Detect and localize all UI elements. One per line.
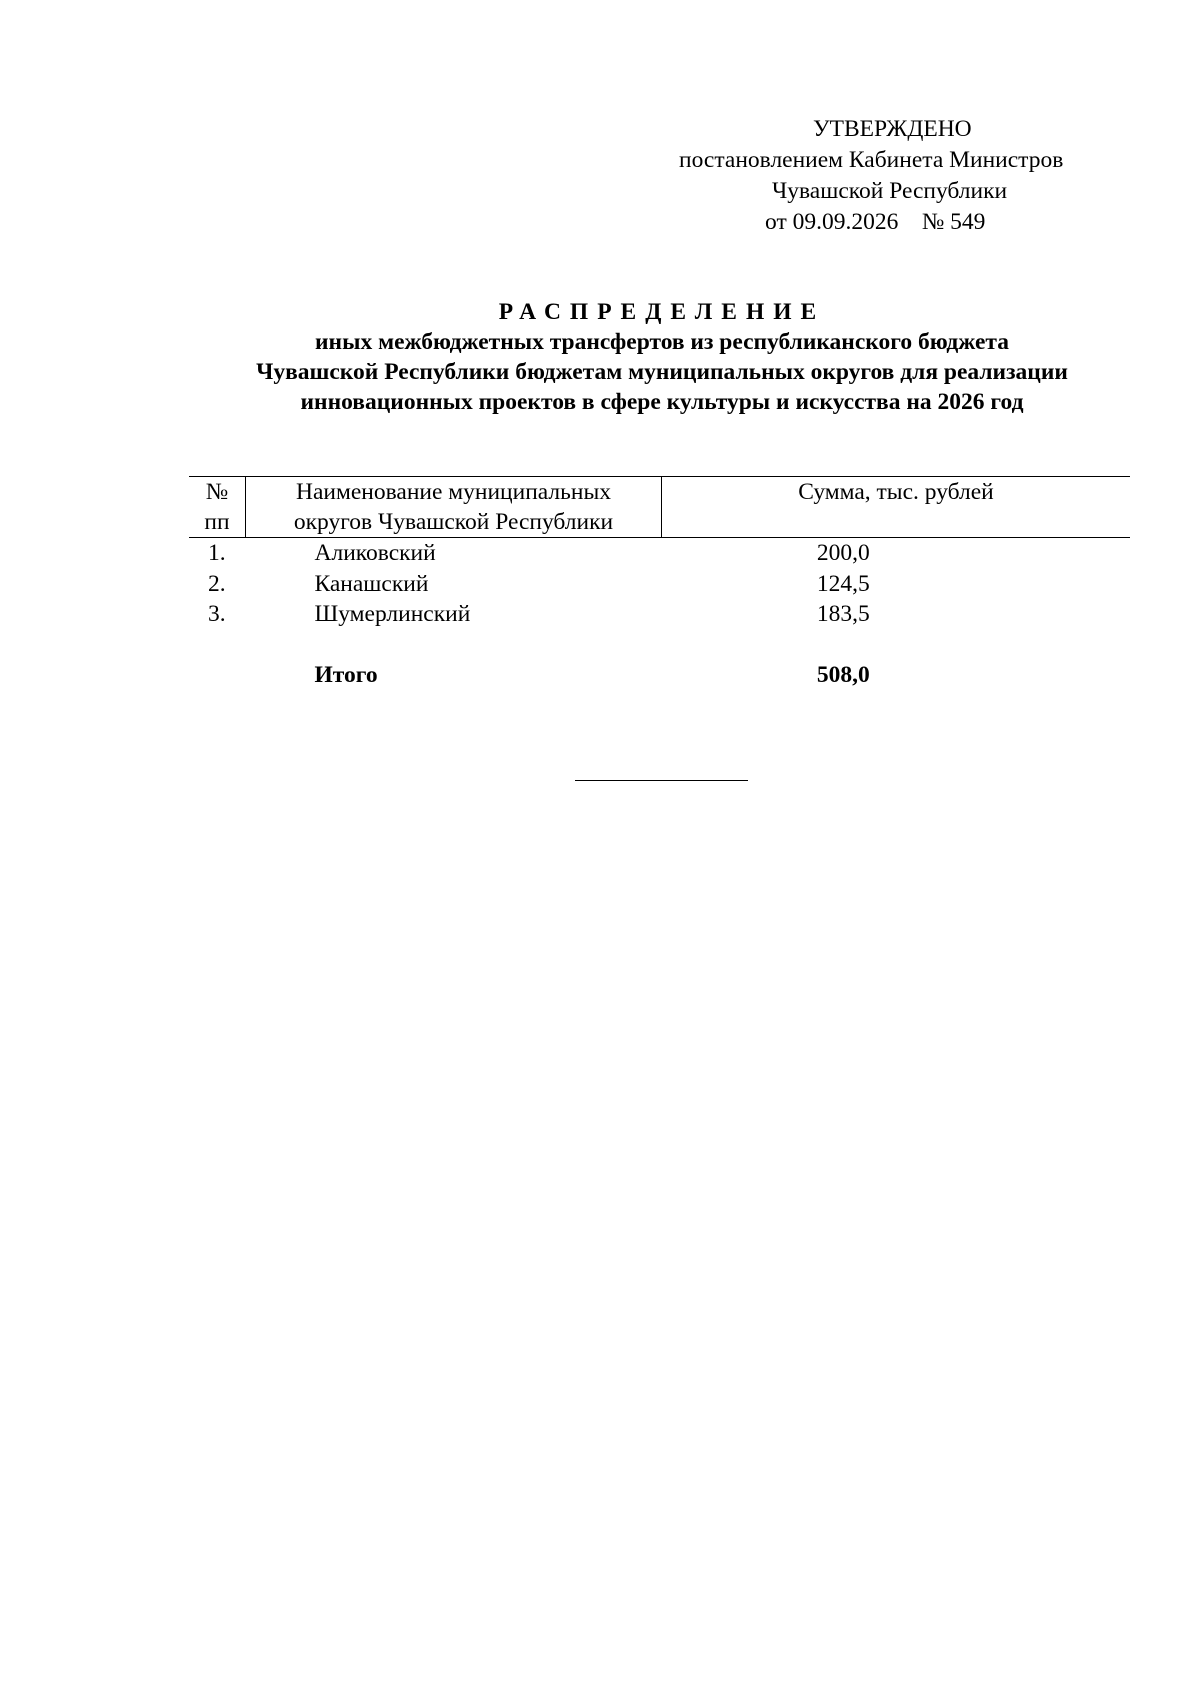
row-number: 2. — [208, 570, 226, 597]
row-number: 1. — [208, 540, 226, 566]
header-number — [189, 477, 246, 538]
header-number-line-2: пп — [204, 509, 230, 535]
title-main: РАСПРЕДЕЛЕНИЕ — [498, 299, 826, 325]
table-row — [189, 569, 1130, 600]
end-separator-line — [575, 780, 748, 781]
row-district-name: Канашский — [314, 570, 429, 597]
approval-stamp — [679, 114, 1119, 238]
header-name-line-1: Наименование муниципальных — [296, 479, 611, 505]
table-spacer-row — [189, 630, 1130, 660]
title-line-3: инновационных проектов в сфере культуры и искусства на 2026 год — [300, 389, 1024, 415]
distribution-table — [189, 476, 1130, 690]
total-label: Итого — [314, 661, 378, 688]
approval-republic: Чувашской Республики — [772, 178, 1008, 204]
row-district-name: Аликовский — [314, 540, 436, 566]
header-sum — [662, 477, 1131, 538]
header-number-line-1: № — [205, 479, 229, 505]
row-number: 3. — [208, 601, 226, 627]
title-line-1: иных межбюджетных трансфертов из республиканского бюджета — [315, 329, 1009, 355]
table-header-row — [189, 477, 1130, 538]
approval-date-number: от 09.09.2026 № 549 — [765, 209, 986, 235]
row-district-name: Шумерлинский — [314, 601, 471, 627]
header-name — [246, 477, 662, 538]
approval-authority: постановлением Кабинета Министров — [679, 147, 1064, 173]
table-row — [189, 599, 1130, 630]
table-row — [189, 538, 1130, 569]
approval-heading: УТВЕРЖДЕНО — [813, 116, 972, 142]
row-sum: 183,5 — [816, 601, 870, 627]
row-sum: 124,5 — [816, 570, 870, 597]
table-total-row — [189, 660, 1130, 691]
title-line-2: Чувашской Республики бюджетам муниципальных округов для реализации — [256, 359, 1068, 385]
row-sum: 200,0 — [816, 540, 870, 566]
total-sum: 508,0 — [816, 661, 870, 688]
document-title — [100, 297, 1200, 417]
header-sum-label: Сумма, тыс. рублей — [798, 479, 994, 505]
header-name-line-2: округов Чувашской Республики — [293, 509, 614, 535]
